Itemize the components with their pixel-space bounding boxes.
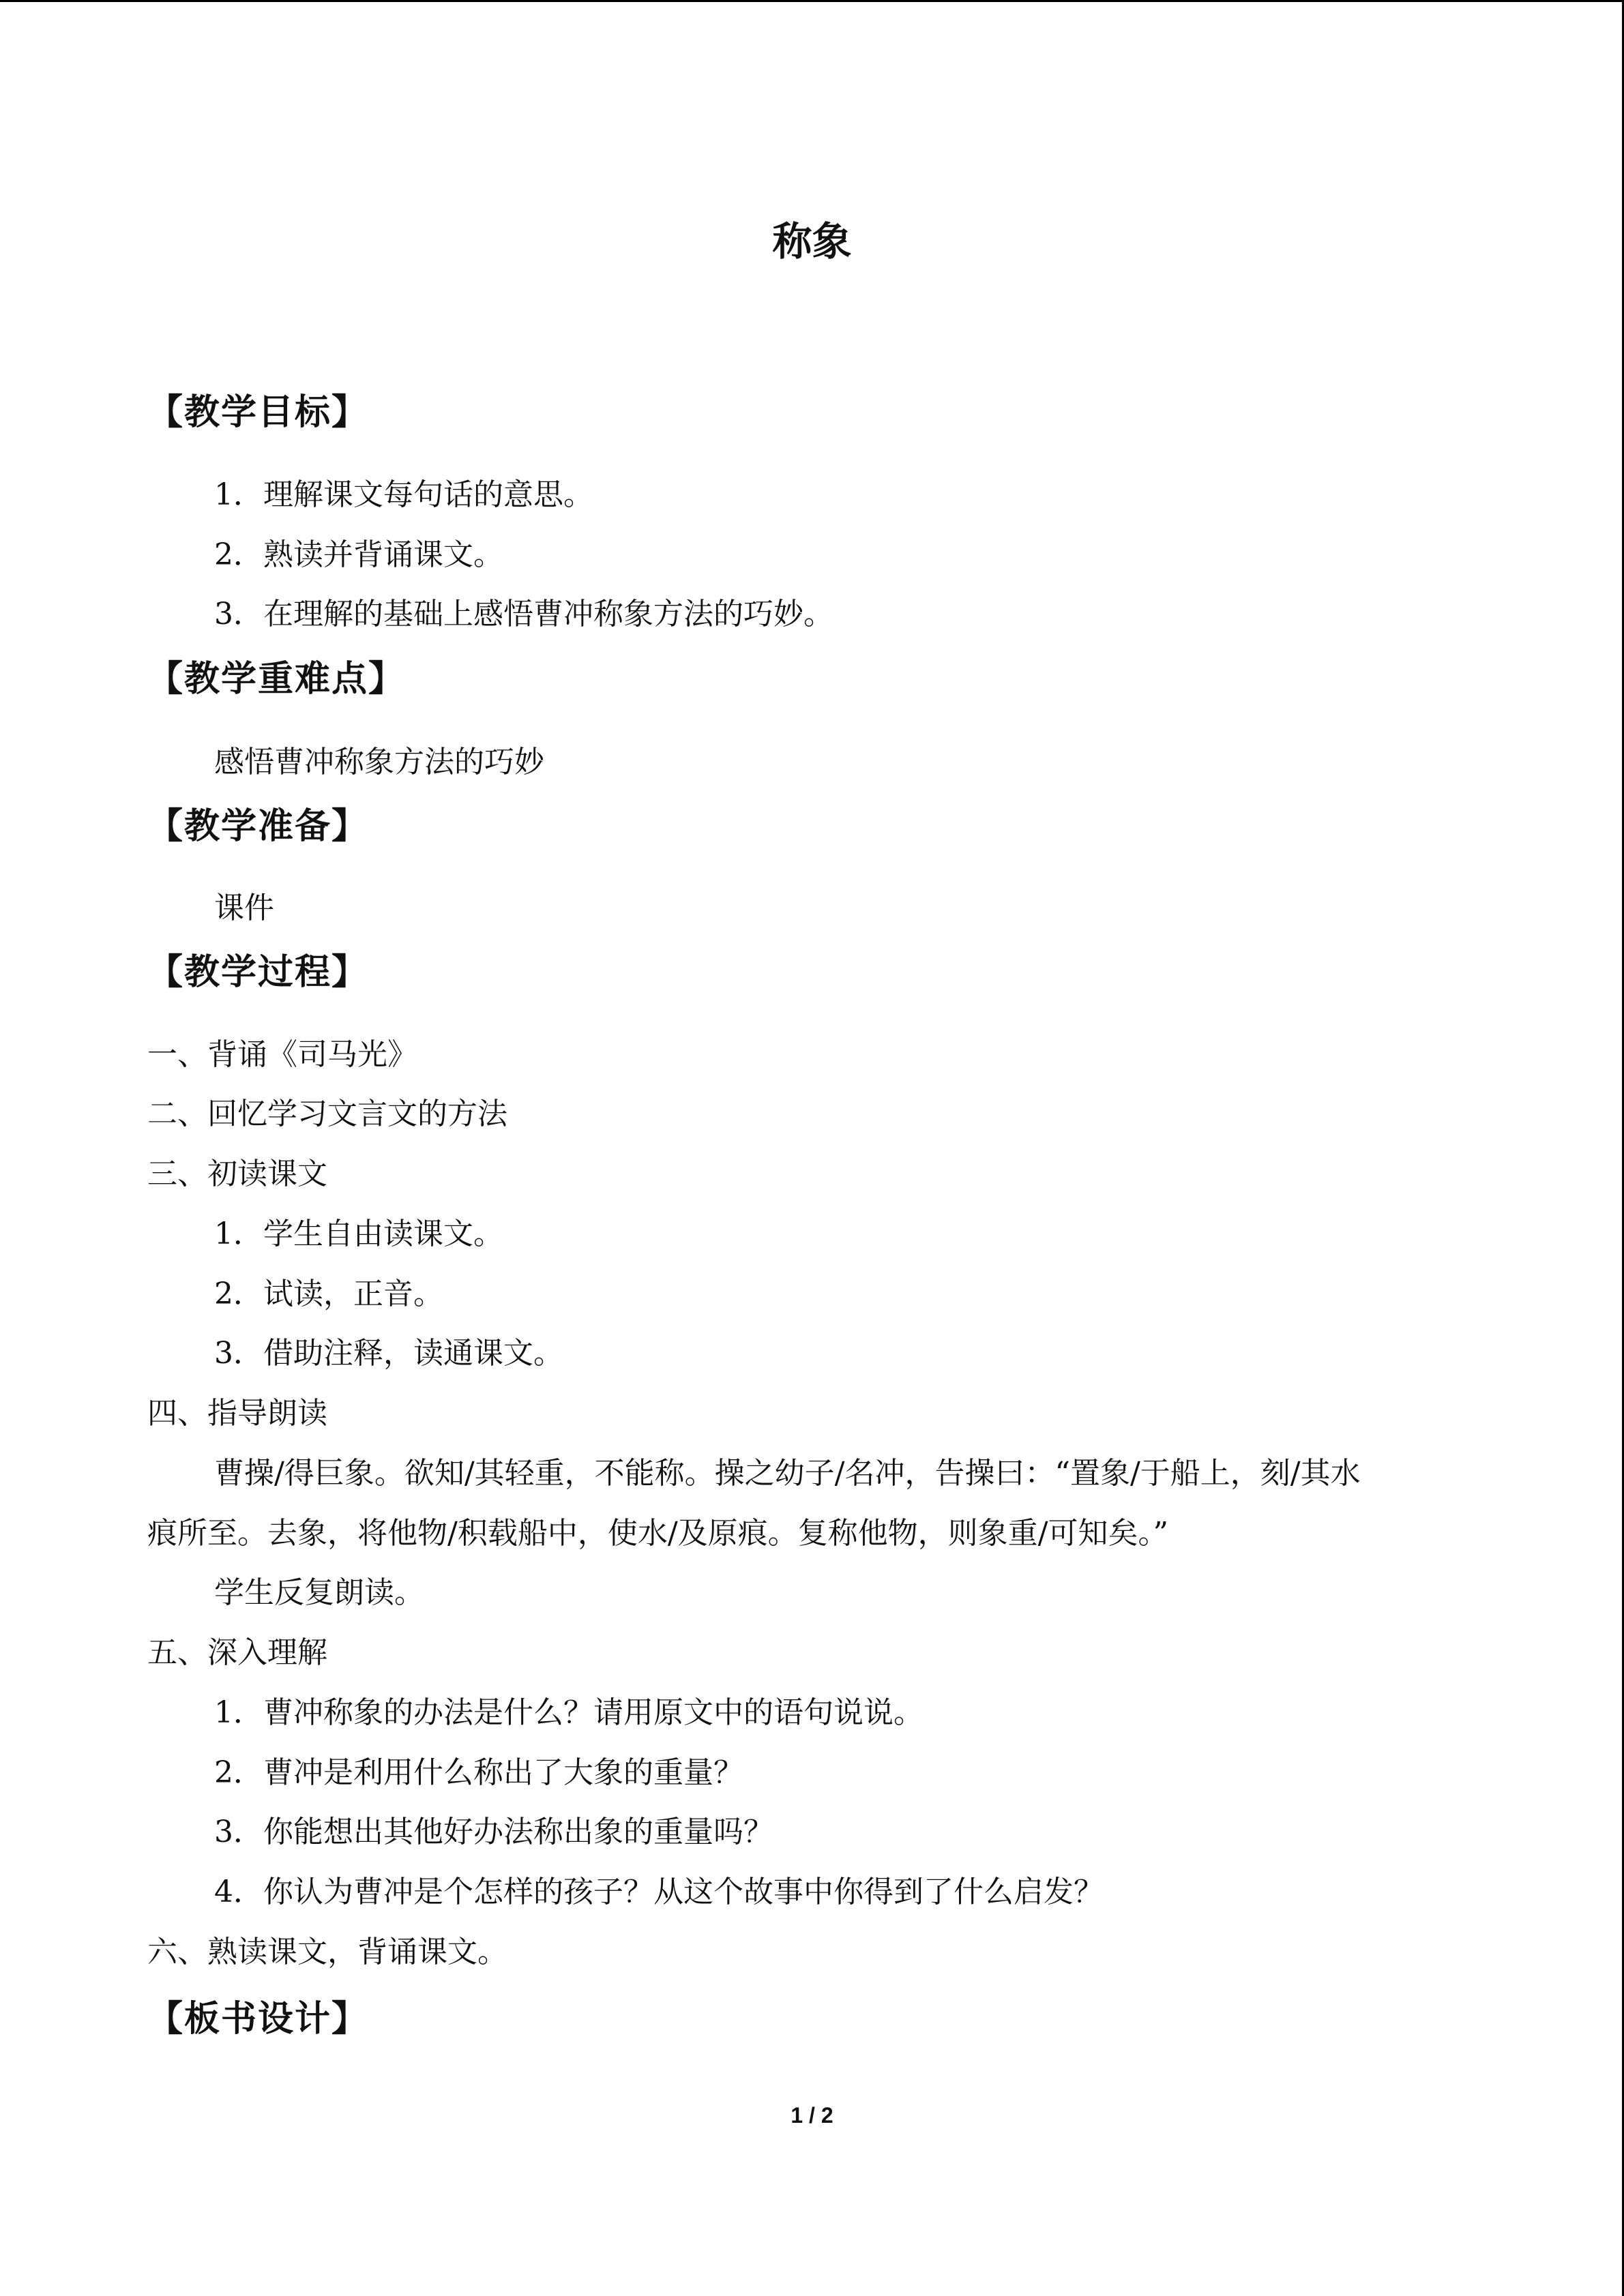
objective-item-3: 3．在理解的基础上感悟曹冲称象方法的巧妙。: [214, 597, 833, 631]
step-5-item-3: 3．你能想出其他好办法称出象的重量吗？: [214, 1815, 773, 1849]
step-5-item-2: 2．曹冲是利用什么称出了大象的重量？: [214, 1755, 743, 1790]
process-step-5-title: 五、深入理解: [147, 1635, 327, 1670]
preparation-text: 课件: [214, 891, 274, 925]
step-3-item-3: 3．借助注释，读通课文。: [214, 1336, 563, 1371]
board-design-heading: 【板书设计】: [147, 1999, 369, 2040]
process-heading: 【教学过程】: [147, 952, 369, 993]
step-5-item-4: 4．你认为曹冲是个怎样的孩子？从这个故事中你得到了什么启发？: [214, 1875, 1104, 1909]
objective-item-1: 1．理解课文每句话的意思。: [214, 477, 593, 512]
step-3-item-1: 1．学生自由读课文。: [214, 1217, 503, 1251]
passage-line-2: 痕所至。去象，将他物/积载船中，使水/及原痕。复称他物，则象重/可知矣。”: [147, 1516, 1168, 1551]
document-title: 称象: [772, 218, 852, 265]
page-border-top: [0, 0, 1624, 2]
objectives-heading: 【教学目标】: [147, 392, 369, 433]
key-points-text: 感悟曹冲称象方法的巧妙: [214, 745, 544, 779]
step-3-item-2: 2．试读，正音。: [214, 1277, 443, 1311]
process-step-1: 一、背诵《司马光》: [147, 1037, 417, 1072]
step-5-item-1: 1．曹冲称象的办法是什么？请用原文中的语句说说。: [214, 1695, 924, 1730]
key-points-heading: 【教学重难点】: [147, 659, 406, 700]
objective-item-2: 2．熟读并背诵课文。: [214, 537, 503, 572]
process-step-2: 二、回忆学习文言文的方法: [147, 1097, 507, 1131]
preparation-heading: 【教学准备】: [147, 806, 369, 847]
process-step-3-title: 三、初读课文: [147, 1157, 327, 1191]
passage-line-1: 曹操/得巨象。欲知/其轻重，不能称。操之幼子/名冲，告操曰：“置象/于船上，刻/其水: [214, 1456, 1361, 1491]
step-4-practice: 学生反复朗读。: [214, 1575, 424, 1610]
process-step-6: 六、熟读课文，背诵课文。: [147, 1935, 507, 1969]
process-step-4-title: 四、指导朗读: [147, 1396, 327, 1431]
page-number: 1 / 2: [791, 2103, 833, 2128]
